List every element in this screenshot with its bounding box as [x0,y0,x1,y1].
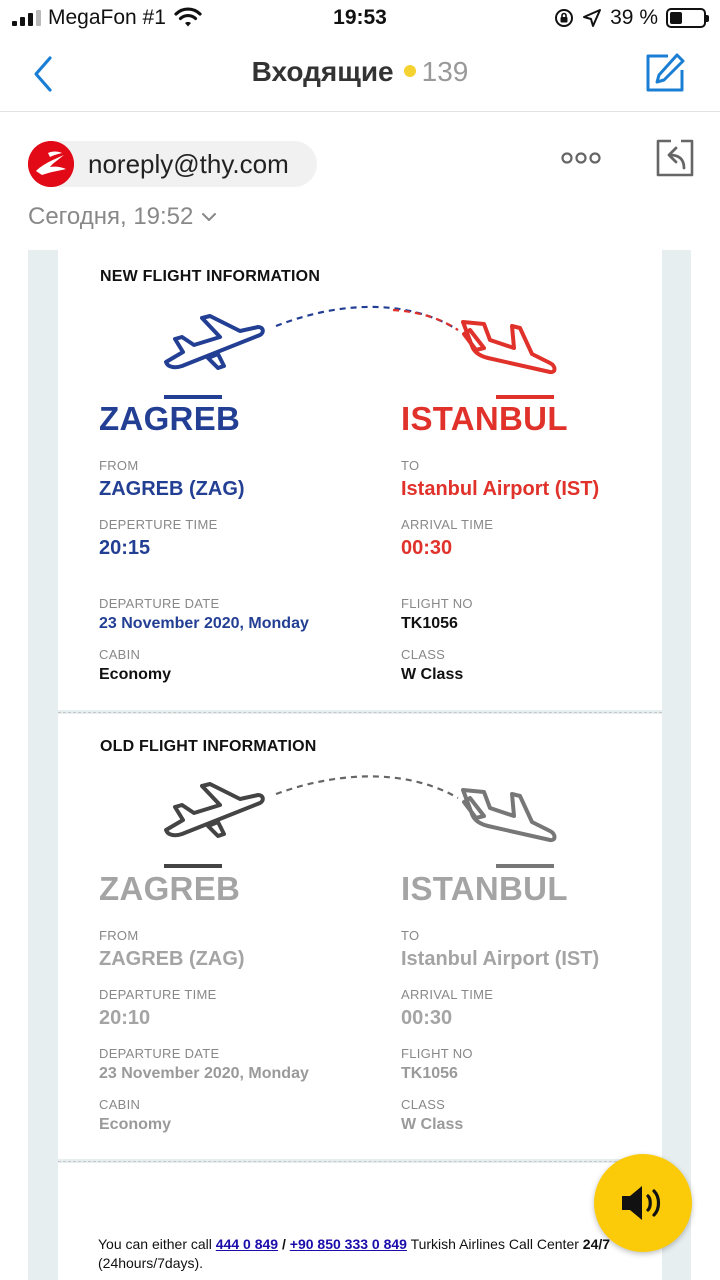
plane-departure-icon [164,316,263,399]
compose-icon[interactable] [644,52,686,94]
from-label: FROM [99,928,139,943]
cellular-signal-icon [12,10,42,26]
chevron-down-icon [201,211,217,223]
destination-city: ISTANBUL [401,400,568,437]
new-flight-route-graphic [158,300,568,410]
rotation-lock-icon [554,8,574,28]
arrival-time-label: ARRIVAL TIME [401,987,494,1002]
reply-icon[interactable] [655,138,695,178]
section-divider [58,1161,662,1162]
flight-no: TK1056 [401,1065,458,1082]
section-divider [58,712,662,713]
departure-date-label: DEPARTURE DATE [99,596,220,611]
message-date[interactable] [28,203,217,231]
battery-icon [666,8,706,28]
class: W Class [401,1116,464,1133]
more-dots-icon[interactable] [560,150,602,166]
status-right-group [554,6,706,30]
destination-city: ISTANBUL [401,870,568,907]
mailbox-title-group [0,56,720,88]
departure-time: 20:15 [99,537,151,559]
plane-arrival-icon [463,322,555,399]
cabin: Economy [99,666,172,683]
flight-no: TK1056 [401,615,458,632]
origin-city: ZAGREB [99,870,241,907]
call-center-text [98,1235,638,1273]
speaker-icon [620,1182,666,1224]
sender-address: noreply@thy.com [88,148,289,179]
unread-count: 139 [421,56,469,87]
new-flight-title: NEW FLIGHT INFORMATION [100,268,321,285]
cabin: Economy [99,1116,172,1133]
wifi-icon [174,6,202,28]
departure-date-label: DEPARTURE DATE [99,1046,220,1061]
carrier-name: MegaFon #1 [48,6,166,29]
departure-date: 23 November 2020, Monday [99,615,309,632]
footer-text-after: (24hours/7days). [98,1255,204,1271]
clock: 19:53 [333,6,387,29]
sender-chip[interactable] [28,141,317,187]
from-label: FROM [99,458,139,473]
status-bar [0,0,720,38]
unread-dot [404,65,416,77]
footer-text-before: You can either call [98,1236,216,1252]
to-label: TO [401,458,420,473]
old-flight-title: OLD FLIGHT INFORMATION [100,738,317,755]
battery-level [670,12,682,24]
turkish-airlines-logo [28,141,74,187]
location-arrow-icon [582,8,602,28]
plane-departure-icon [164,784,263,868]
footer-slash: / [278,1236,290,1252]
to-value: Istanbul Airport (IST) [401,948,600,970]
speak-button[interactable] [594,1154,692,1252]
flight-no-label: FLIGHT NO [401,596,473,611]
phone-link-international[interactable]: +90 850 333 0 849 [289,1236,407,1252]
cabin-label: CABIN [99,1097,141,1112]
old-flight-card [58,714,662,1159]
departure-time-label: DEPARTURE TIME [99,987,217,1002]
old-flight-route-graphic [158,764,568,874]
mail-navigation-bar [0,38,720,112]
footer-text-middle: Turkish Airlines Call Center [406,1236,583,1252]
class: W Class [401,666,464,683]
to-value: Istanbul Airport (IST) [401,478,600,500]
departure-time: 20:10 [99,1007,151,1029]
mailbox-title: Входящие [251,56,394,87]
departure-date: 23 November 2020, Monday [99,1065,309,1082]
arrival-time: 00:30 [401,1007,453,1029]
plane-arrival-icon [463,790,555,868]
new-flight-card [58,250,662,710]
flight-no-label: FLIGHT NO [401,1046,473,1061]
battery-percent: 39 % [610,6,658,29]
class-label: CLASS [401,1097,446,1112]
to-label: TO [401,928,420,943]
from-value: ZAGREB (ZAG) [99,948,245,970]
message-date-text: Сегодня, 19:52 [28,203,194,230]
origin-city: ZAGREB [99,400,241,437]
arrival-time: 00:30 [401,537,453,559]
phone-link-local[interactable]: 444 0 849 [215,1236,279,1252]
departure-time-label: DEPERTURE TIME [99,517,218,532]
chevron-left-icon[interactable] [28,54,58,94]
class-label: CLASS [401,647,446,662]
arrival-time-label: ARRIVAL TIME [401,517,494,532]
footer-card [58,1163,662,1280]
cabin-label: CABIN [99,647,141,662]
footer-hours: 24/7 [582,1236,611,1252]
from-value: ZAGREB (ZAG) [99,478,245,500]
